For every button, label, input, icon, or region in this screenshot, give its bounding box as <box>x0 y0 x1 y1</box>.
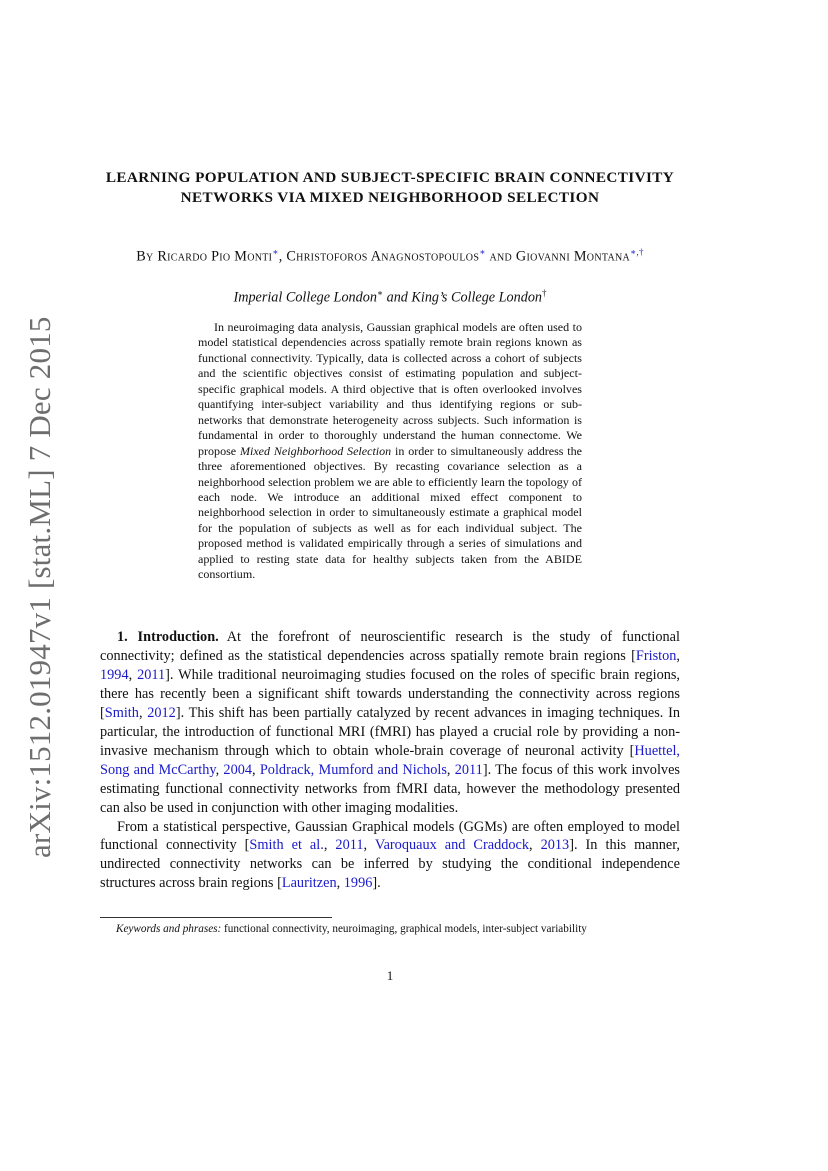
page-number: 1 <box>386 968 394 983</box>
affiliations <box>100 288 680 307</box>
citation-smith-2012[interactable]: 2012 <box>147 704 176 721</box>
citation-smith-etal[interactable]: Smith et al. <box>249 837 324 854</box>
intro-text: , <box>138 704 148 721</box>
author-2-mark[interactable]: ∗ <box>479 247 486 257</box>
abstract-text-1: In neuroimaging data analysis, Gaussian graphical models are often used to model statistical dependencies across spatially remote brain regions known as functional connectivity. Typically, data is collected across a cohort of subjects and the scientific objectives consist of estimating population and subject-specific graphical models. A third objective that is often overlooked involves quantifying inter-subject variability and thus identifying regions or sub-networks that demonstrate heterogeneity across subjects. Such information is fundamental in order to thoroughly understand the human connectome. We propose <box>198 320 582 458</box>
intro-text: , <box>529 837 541 854</box>
intro-text: ]. This shift has been partially catalyzed by recent advances in imaging techniques. In particular, the introduction of functional MRI (fMRI) has played a crucial role by providing a non-invasive mechanism through which to obtain whole-brain coverage of neuronal activity [ <box>100 704 680 759</box>
citation-varoquaux-2013[interactable]: 2013 <box>540 837 570 854</box>
citation-smith-etal-2011[interactable]: 2011 <box>335 837 364 854</box>
citation-poldrack[interactable]: Poldrack, Mumford and Nichols <box>259 761 447 778</box>
author-3: Giovanni Montana <box>515 248 631 265</box>
intro-text: , <box>323 837 336 854</box>
and-label: and <box>489 248 513 265</box>
paper-title: LEARNING POPULATION AND SUBJECT-SPECIFIC BRAIN CONNECTIVITY NETWORKS VIA MIXED NEIGHBORHOOD SELECTION <box>105 169 675 206</box>
author-3-mark[interactable]: ∗,† <box>630 247 644 257</box>
intro-paragraph-2 <box>100 818 680 894</box>
affiliation-and: and <box>386 289 408 306</box>
citation-friston[interactable]: Friston <box>635 647 677 664</box>
intro-text: , <box>676 647 680 664</box>
intro-text: , <box>336 875 344 892</box>
footnote-rule <box>100 917 332 918</box>
abstract-method-name: Mixed Neighborhood Selection <box>239 443 392 458</box>
intro-text: ]. In this manner, undirected connectivity networks can be inferred by studying the conditional independence structures across brain regions [ <box>100 837 681 892</box>
affiliation-1-mark: ∗ <box>376 288 384 298</box>
arxiv-sidebar-stamp: arXiv:1512.01947v1 [stat.ML] 7 Dec 2015 <box>22 316 57 858</box>
intro-text: , <box>252 761 260 778</box>
citation-huettel-2004[interactable]: 2004 <box>223 761 253 778</box>
affiliation-2-mark: † <box>542 288 547 298</box>
citation-lauritzen-1996[interactable]: 1996 <box>343 875 373 892</box>
intro-text: ]. <box>372 875 381 892</box>
intro-text: ]. While traditional neuroimaging studies focused on the roles of specific brain regions, there has recently been a significant shift towards understanding the connectivity across regions [ <box>100 666 681 721</box>
intro-text: , <box>215 761 224 778</box>
author-2: Christoforos Anagnostopoulos <box>286 248 480 265</box>
author-1-mark[interactable]: ∗ <box>272 247 279 257</box>
keywords-text: functional connectivity, neuroimaging, graphical models, inter-subject variability <box>224 923 587 935</box>
section-heading: 1. Introduction. <box>117 629 219 645</box>
abstract-text-2: in order to simultaneously address the three aforementioned objectives. By recasting covariance selection as a neighborhood selection problem we are able to efficiently learn the topology of each node. We introduce an additional mixed effect component to neighborhood selection in order to simultaneously estimate a graphical model for the population of subjects as well as for each individual subject. The proposed method is validated empirically through a series of simulations and applied to resting state data for healthy subjects taken from the ABIDE consortium. <box>198 443 582 582</box>
keywords-footnote <box>100 922 680 936</box>
citation-friston-1994[interactable]: 1994 <box>100 666 129 683</box>
intro-text: , <box>363 837 375 854</box>
intro-text: , <box>446 761 455 778</box>
citation-smith[interactable]: Smith <box>104 704 139 721</box>
citation-lauritzen[interactable]: Lauritzen <box>281 875 337 892</box>
intro-text: At the forefront of neuroscientific research is the study of functional connectivity; defined as the statistical dependencies across spatially remote brain regions [ <box>100 629 680 664</box>
intro-paragraph-1 <box>100 628 680 818</box>
affiliation-1: Imperial College London <box>233 289 377 306</box>
introduction-section <box>100 628 680 893</box>
intro-text: , <box>128 666 138 683</box>
citation-friston-2011[interactable]: 2011 <box>137 666 166 683</box>
by-label: By <box>136 248 154 265</box>
citation-huettel[interactable]: Huettel, Song and McCarthy <box>100 742 680 778</box>
citation-poldrack-2011[interactable]: 2011 <box>454 761 483 778</box>
affiliation-2: King’s College London <box>411 289 543 306</box>
author-1: Ricardo Pio Monti <box>157 248 273 265</box>
author-list: By Ricardo Pio Monti∗, Christoforos Anagnostopoulos∗ and Giovanni Montana∗,† <box>136 247 644 265</box>
intro-text: ]. The focus of this work involves estimating functional connectivity networks from fMRI data, however the methodology presented can also be used in conjunction with other imaging modalities. <box>100 761 680 816</box>
intro-text: From a statistical perspective, Gaussian Graphical models (GGMs) are often employed to model functional connectivity [ <box>100 818 680 854</box>
abstract <box>198 320 582 583</box>
citation-varoquaux[interactable]: Varoquaux and Craddock <box>374 837 530 854</box>
keywords-label: Keywords and phrases: <box>116 923 222 935</box>
